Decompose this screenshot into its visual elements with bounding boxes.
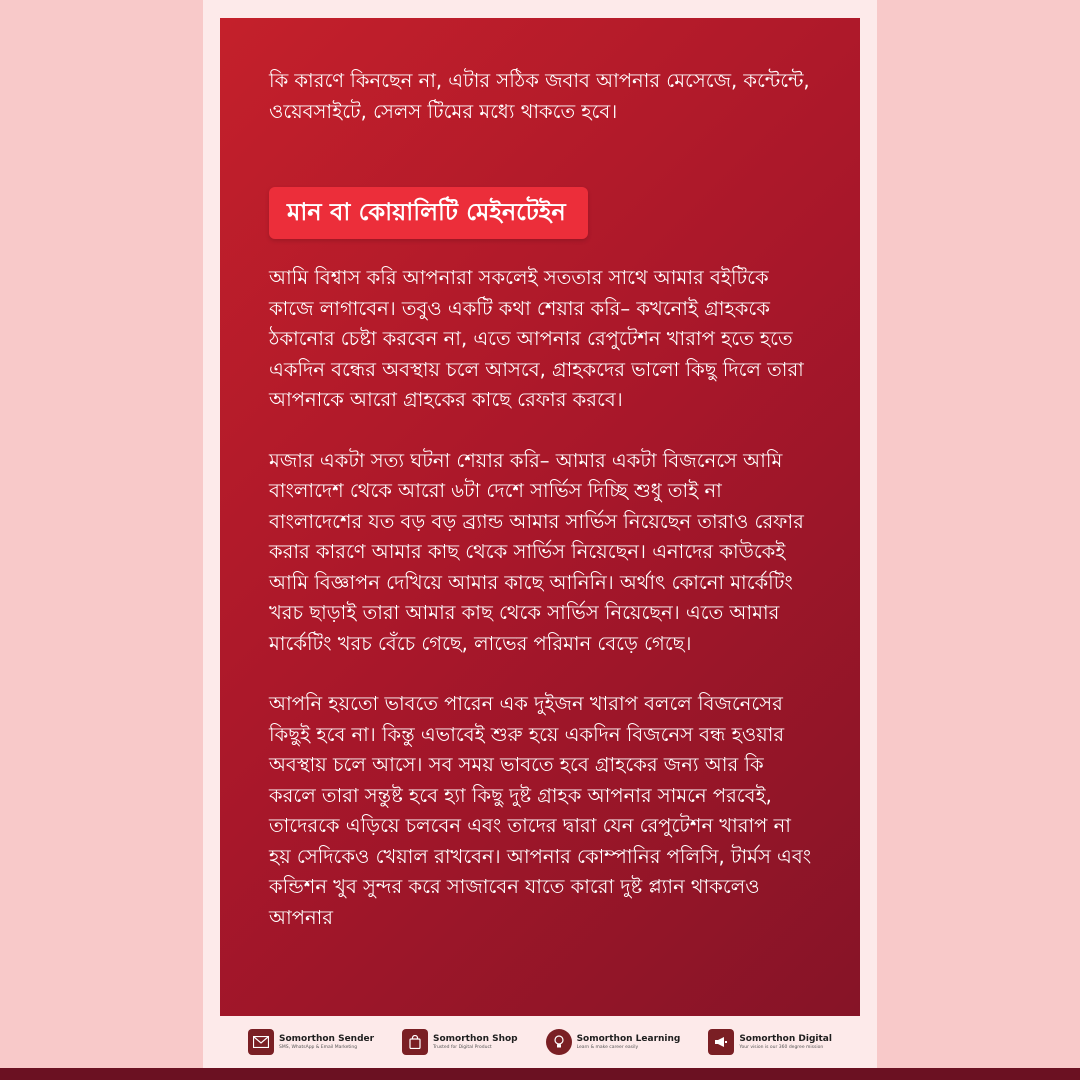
bottom-bar [0,1068,1080,1080]
brand-tagline: Your vision is our 360 degree mission [739,1044,824,1050]
brand-name: Somorthon Shop [433,1033,518,1044]
megaphone-icon [708,1029,734,1055]
brand-tagline: Trusted for Digital Product [433,1044,492,1050]
brand-name: Somorthon Learning [576,1033,681,1044]
brand-footer [220,1016,860,1068]
shopping-bag-icon [402,1029,428,1055]
brand-name: Somorthon Sender [279,1033,375,1044]
intro-paragraph: কি কারণে কিনছেন না, এটার সঠিক জবাব আপনার মেসেজে, কন্টেন্টে, ওয়েবসাইটে, সেলস টিমের মধ্যে থাকতে হবে। [269,69,810,123]
brand-tagline: Learn & make career easily [576,1044,639,1050]
body-paragraph-1: আমি বিশ্বাস করি আপনারা সকলেই সততার সাথে আমার বইটিকে কাজে লাগাবেন। তবুও একটি কথা শেয়ার করি– কখনোই গ্রাহককে ঠকানোর চেষ্টা করবেন না, এতে আপনার রেপুটেশন খারাপ হতে হতে একদিন বন্ধের অবস্থায় চলে আসবে, গ্রাহকদের ভালো কিছু দিলে তারা আপনাকে আরো গ্রাহকের কাছে রেফার করবে। [269,266,804,411]
brand-learning [546,1029,681,1055]
content-card [220,18,860,1016]
brand-shop [402,1029,518,1055]
brand-digital [708,1029,832,1055]
brand-tagline: SMS, WhatsApp & Email Marketing [279,1044,358,1050]
body-paragraph-3: আপনি হয়তো ভাবতে পারেন এক দুইজন খারাপ বললে বিজনেসের কিছুই হবে না। কিন্তু এভাবেই শুরু হয়ে একদিন বিজনেস বন্ধ হওয়ার অবস্থায় চলে আসে। সব সময় ভাবতে হবে গ্রাহকের জন্য আর কি করলে তারা সন্তুষ্ট হবে হ্যা কিছু দুষ্ট গ্রাহক আপনার সামনে পরবেই, তাদেরকে এড়িয়ে চলবেন এবং তাদের দ্বারা যেন রেপুটেশন খারাপ না হয় সেদিকেও খেয়াল রাখবেন। আপনার কোম্পানির পলিসি, টার্মস এবং কন্ডিশন খুব সুন্দর করে সাজাবেন যাতে কারো দুষ্ট প্ল্যান থাকলেও আপনার [269,692,812,929]
brand-name: Somorthon Digital [739,1033,832,1044]
body-paragraph-2: মজার একটা সত্য ঘটনা শেয়ার করি– আমার একটা বিজনেসে আমি বাংলাদেশ থেকে আরো ৬টা দেশে সার্ভিস দিচ্ছি শুধু তাই না বাংলাদেশের যত বড় বড় ব্র্যান্ড আমার সার্ভিস নিয়েছেন তারাও রেফার করার কারণে আমার কাছ থেকে সার্ভিস নিয়েছেন। এনাদের কাউকেই আমি বিজ্ঞাপন দেখিয়ে আমার কাছে আনিনি। অর্থাৎ কোনো মার্কেটিং খরচ ছাড়াই তারা আমার কাছ থেকে সার্ভিস নিয়েছেন। এতে আমার মার্কেটিং খরচ বেঁচে গেছে, লাভের পরিমান বেড়ে গেছে। [269,448,804,655]
mail-icon [248,1029,274,1055]
brand-sender [248,1029,374,1055]
lightbulb-icon [546,1029,572,1055]
section-heading: মান বা কোয়ালিটি মেইনটেইন [269,187,588,239]
